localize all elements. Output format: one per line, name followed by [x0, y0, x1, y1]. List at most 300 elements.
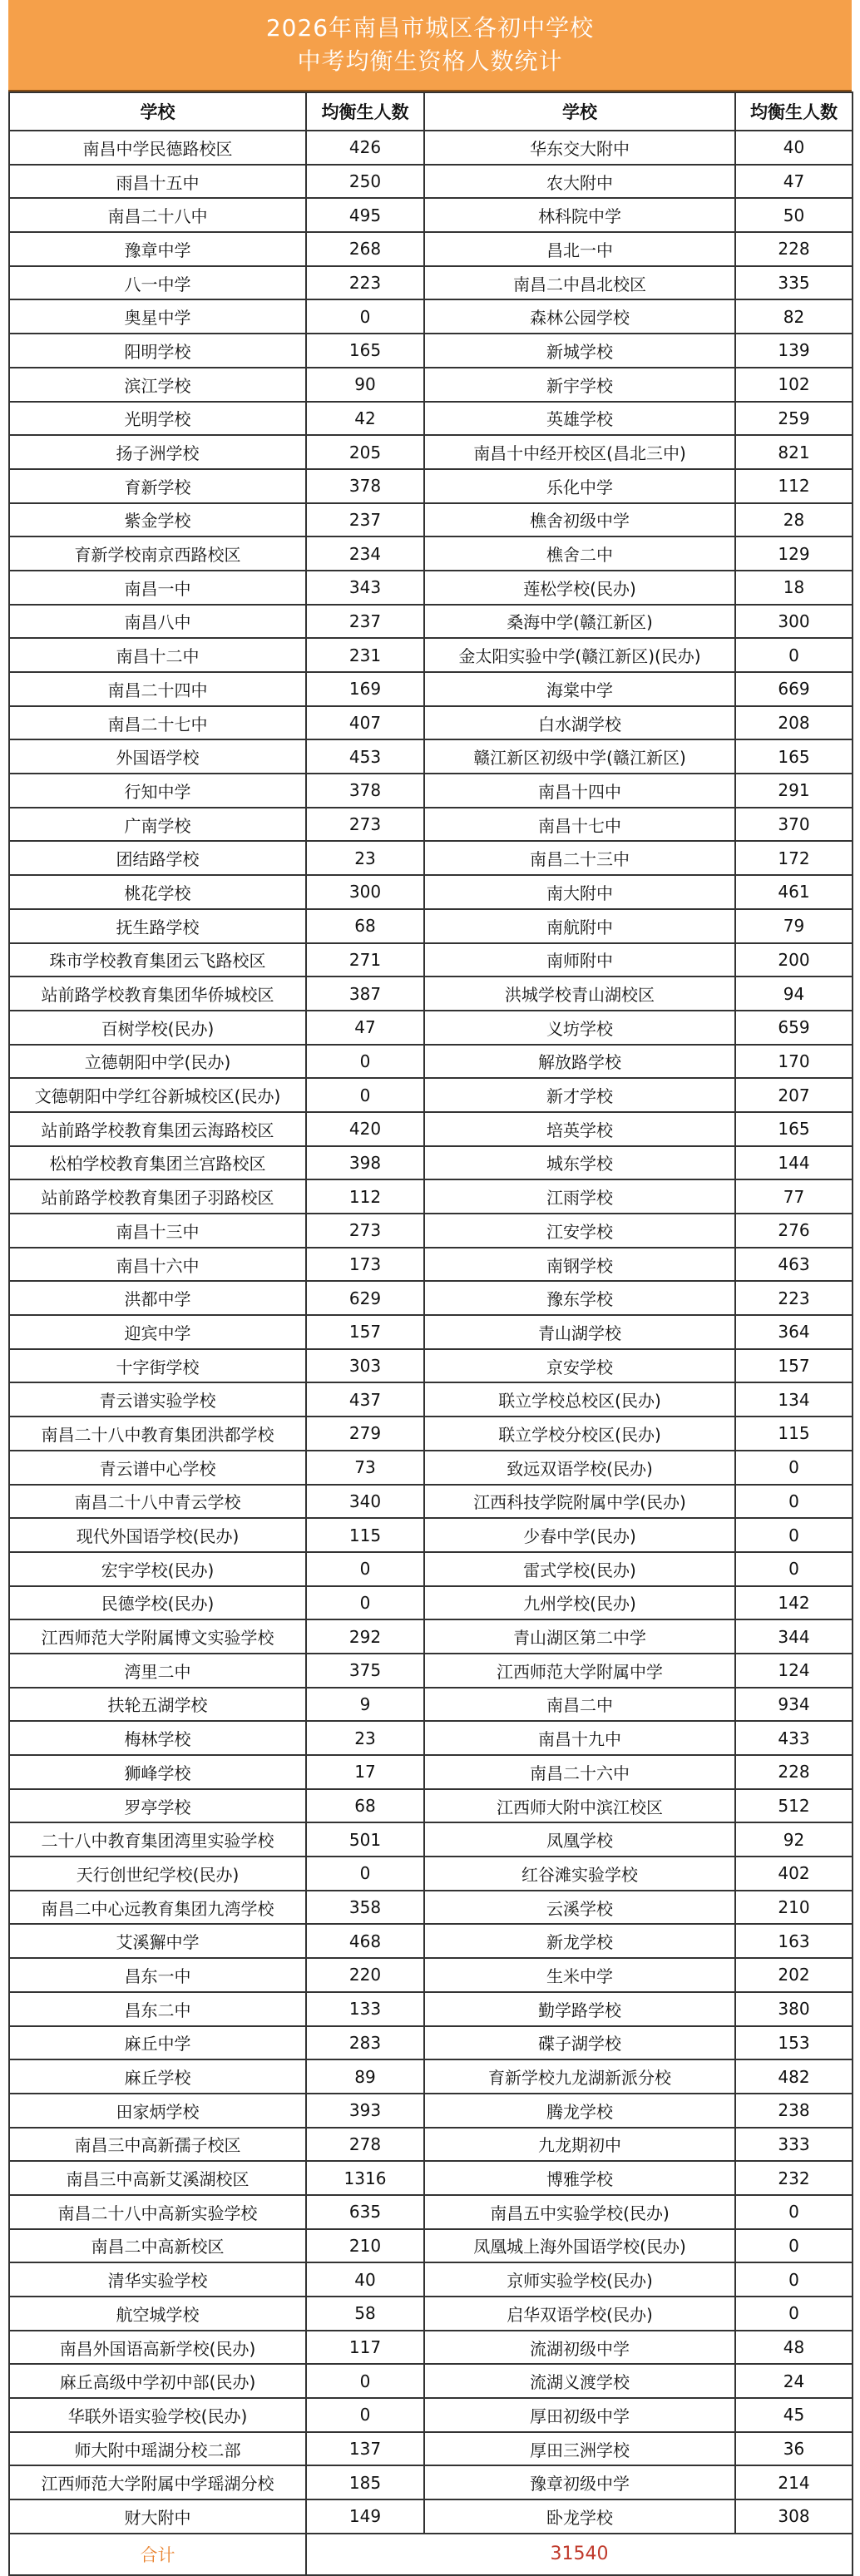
count-cell: 276: [735, 1214, 853, 1248]
school-name-cell: 站前路学校教育集团云海路校区: [9, 1112, 306, 1146]
school-name-cell: 昌东一中: [9, 1958, 306, 1992]
count-cell: 153: [735, 2026, 853, 2060]
table-row: [9, 1349, 853, 1383]
count-cell: 0: [735, 2229, 853, 2263]
title-line-1: 2026年南昌市城区各初中学校: [265, 14, 595, 42]
school-name-cell: 南昌三中高新孺子校区: [9, 2128, 306, 2162]
school-name-cell: 卧龙学校: [424, 2499, 735, 2534]
table-row: [9, 1011, 853, 1045]
school-name-cell: 扶轮五湖学校: [9, 1688, 306, 1722]
count-cell: 210: [306, 2229, 424, 2263]
school-name-cell: 立德朝阳中学(民办): [9, 1045, 306, 1079]
table-row: [9, 1112, 853, 1146]
school-name-cell: 财大附中: [9, 2499, 306, 2534]
count-cell: 231: [306, 638, 424, 672]
school-name-cell: 南昌三中高新艾溪湖校区: [9, 2161, 306, 2195]
school-name-cell: 联立学校分校区(民办): [424, 1417, 735, 1451]
school-name-cell: 豫东学校: [424, 1281, 735, 1315]
school-name-cell: 南钢学校: [424, 1248, 735, 1282]
school-name-cell: 育新学校: [9, 469, 306, 503]
count-cell: 463: [735, 1248, 853, 1282]
column-header-count: 均衡生人数: [735, 92, 853, 131]
school-name-cell: 南昌十六中: [9, 1248, 306, 1282]
title-line-2: 中考均衡生资格人数统计: [297, 47, 563, 75]
school-name-cell: 雨昌十五中: [9, 165, 306, 199]
count-cell: 50: [735, 198, 853, 232]
total-value: 31540: [306, 2534, 853, 2575]
school-name-cell: 南昌二十三中: [424, 841, 735, 875]
count-cell: 393: [306, 2094, 424, 2128]
count-cell: 220: [306, 1958, 424, 1992]
count-cell: 278: [306, 2128, 424, 2162]
school-name-cell: 江西师范大学附属中学瑶湖分校: [9, 2465, 306, 2499]
count-cell: 142: [735, 1586, 853, 1620]
count-cell: 279: [306, 1417, 424, 1451]
count-cell: 28: [735, 503, 853, 537]
count-cell: 89: [306, 2059, 424, 2094]
count-cell: 629: [306, 1281, 424, 1315]
table-row: [9, 1721, 853, 1755]
table-header-row: [9, 92, 853, 131]
school-name-cell: 桑海中学(赣江新区): [424, 605, 735, 639]
count-cell: 433: [735, 1721, 853, 1755]
school-name-cell: 滨江学校: [9, 368, 306, 402]
school-name-cell: 麻丘高级中学初中部(民办): [9, 2364, 306, 2398]
school-name-cell: 流湖初级中学: [424, 2331, 735, 2365]
school-name-cell: 育新学校南京西路校区: [9, 536, 306, 571]
count-cell: 364: [735, 1315, 853, 1349]
school-name-cell: 华东交大附中: [424, 131, 735, 165]
school-name-cell: 英雄学校: [424, 402, 735, 436]
school-name-cell: 樵舍二中: [424, 536, 735, 571]
count-cell: 117: [306, 2331, 424, 2365]
count-cell: 271: [306, 943, 424, 977]
school-name-cell: 江安学校: [424, 1214, 735, 1248]
school-name-cell: 抚生路学校: [9, 909, 306, 943]
column-header-school: 学校: [424, 92, 735, 131]
count-cell: 205: [306, 435, 424, 469]
school-name-cell: 昌北一中: [424, 232, 735, 266]
school-name-cell: 桃花学校: [9, 875, 306, 909]
title-banner: [8, 0, 852, 91]
school-name-cell: 宏宇学校(民办): [9, 1552, 306, 1586]
table-row: [9, 909, 853, 943]
table-row: [9, 2026, 853, 2060]
school-name-cell: 赣江新区初级中学(赣江新区): [424, 739, 735, 774]
table-row: [9, 1281, 853, 1315]
table-row: [9, 266, 853, 300]
school-name-cell: 凤凰学校: [424, 1822, 735, 1857]
table-row: [9, 1417, 853, 1451]
count-cell: 144: [735, 1146, 853, 1180]
table-row: [9, 198, 853, 232]
school-name-cell: 南昌二十八中高新实验学校: [9, 2195, 306, 2229]
school-name-cell: 师大附中瑶湖分校二部: [9, 2432, 306, 2466]
school-name-cell: 海棠中学: [424, 672, 735, 706]
count-cell: 659: [735, 1011, 853, 1045]
school-name-cell: 南昌五中实验学校(民办): [424, 2195, 735, 2229]
table-row: [9, 469, 853, 503]
school-name-cell: 云溪学校: [424, 1891, 735, 1925]
count-cell: 115: [735, 1417, 853, 1451]
count-cell: 208: [735, 706, 853, 740]
table-row: [9, 638, 853, 672]
count-cell: 223: [735, 1281, 853, 1315]
count-cell: 335: [735, 266, 853, 300]
count-cell: 402: [735, 1857, 853, 1891]
count-cell: 934: [735, 1688, 853, 1722]
school-name-cell: 雷式学校(民办): [424, 1552, 735, 1586]
count-cell: 0: [735, 638, 853, 672]
count-cell: 234: [306, 536, 424, 571]
table-row: [9, 571, 853, 605]
school-name-cell: 二十八中教育集团湾里实验学校: [9, 1822, 306, 1857]
count-cell: 468: [306, 1924, 424, 1958]
table-row: [9, 1654, 853, 1688]
school-name-cell: 阳明学校: [9, 334, 306, 368]
column-header-count: 均衡生人数: [306, 92, 424, 131]
table-body: [9, 131, 853, 2534]
school-name-cell: 森林公园学校: [424, 299, 735, 334]
count-cell: 237: [306, 503, 424, 537]
school-name-cell: 南昌二中高新校区: [9, 2229, 306, 2263]
count-cell: 102: [735, 368, 853, 402]
count-cell: 40: [306, 2262, 424, 2297]
table-row: [9, 1755, 853, 1789]
count-cell: 387: [306, 977, 424, 1011]
school-name-cell: 现代外国语学校(民办): [9, 1518, 306, 1552]
table-row: [9, 2465, 853, 2499]
table-row: [9, 2432, 853, 2466]
count-cell: 0: [306, 1857, 424, 1891]
count-cell: 0: [735, 1451, 853, 1485]
count-cell: 232: [735, 2161, 853, 2195]
count-cell: 461: [735, 875, 853, 909]
table-row: [9, 2195, 853, 2229]
school-name-cell: 八一中学: [9, 266, 306, 300]
school-name-cell: 南昌十二中: [9, 638, 306, 672]
school-name-cell: 碟子湖学校: [424, 2026, 735, 2060]
school-name-cell: 麻丘学校: [9, 2059, 306, 2094]
table-row: [9, 1992, 853, 2026]
count-cell: 165: [735, 739, 853, 774]
table-row: [9, 1451, 853, 1485]
school-name-cell: 站前路学校教育集团华侨城校区: [9, 977, 306, 1011]
count-cell: 821: [735, 435, 853, 469]
count-cell: 185: [306, 2465, 424, 2499]
school-name-cell: 江西师范大学附属博文实验学校: [9, 1619, 306, 1654]
count-cell: 68: [306, 1789, 424, 1823]
count-cell: 129: [735, 536, 853, 571]
count-cell: 292: [306, 1619, 424, 1654]
school-name-cell: 九州学校(民办): [424, 1586, 735, 1620]
count-cell: 79: [735, 909, 853, 943]
school-name-cell: 文德朝阳中学红谷新城校区(民办): [9, 1078, 306, 1112]
school-name-cell: 青云谱实验学校: [9, 1382, 306, 1417]
school-name-cell: 培英学校: [424, 1112, 735, 1146]
school-name-cell: 新才学校: [424, 1078, 735, 1112]
school-name-cell: 珠市学校教育集团云飞路校区: [9, 943, 306, 977]
count-cell: 18: [735, 571, 853, 605]
stats-table: [8, 91, 853, 2576]
table-row: [9, 605, 853, 639]
count-cell: 133: [306, 1992, 424, 2026]
school-name-cell: 罗亭学校: [9, 1789, 306, 1823]
school-name-cell: 田家炳学校: [9, 2094, 306, 2128]
count-cell: 163: [735, 1924, 853, 1958]
school-name-cell: 民德学校(民办): [9, 1586, 306, 1620]
count-cell: 58: [306, 2297, 424, 2331]
table-row: [9, 774, 853, 808]
count-cell: 170: [735, 1045, 853, 1079]
count-cell: 134: [735, 1382, 853, 1417]
count-cell: 228: [735, 232, 853, 266]
table-row: [9, 706, 853, 740]
school-name-cell: 艾溪獬中学: [9, 1924, 306, 1958]
count-cell: 0: [735, 2262, 853, 2297]
school-name-cell: 昌东二中: [9, 1992, 306, 2026]
count-cell: 92: [735, 1822, 853, 1857]
table-row: [9, 334, 853, 368]
school-name-cell: 洪都中学: [9, 1281, 306, 1315]
table-row: [9, 1857, 853, 1891]
count-cell: 165: [306, 334, 424, 368]
count-cell: 259: [735, 402, 853, 436]
table-row: [9, 435, 853, 469]
school-name-cell: 清华实验学校: [9, 2262, 306, 2297]
school-name-cell: 广南学校: [9, 808, 306, 842]
count-cell: 380: [735, 1992, 853, 2026]
school-name-cell: 少春中学(民办): [424, 1518, 735, 1552]
school-name-cell: 十字街学校: [9, 1349, 306, 1383]
table-row: [9, 232, 853, 266]
school-name-cell: 农大附中: [424, 165, 735, 199]
table-row: [9, 1078, 853, 1112]
school-name-cell: 南昌一中: [9, 571, 306, 605]
count-cell: 0: [306, 1045, 424, 1079]
table-row: [9, 2262, 853, 2297]
school-name-cell: 行知中学: [9, 774, 306, 808]
count-cell: 669: [735, 672, 853, 706]
count-cell: 169: [306, 672, 424, 706]
count-cell: 112: [306, 1179, 424, 1214]
table-row: [9, 368, 853, 402]
table-row: [9, 1958, 853, 1992]
school-name-cell: 南昌二中: [424, 1688, 735, 1722]
total-row: [9, 2534, 853, 2575]
count-cell: 68: [306, 909, 424, 943]
school-name-cell: 联立学校总校区(民办): [424, 1382, 735, 1417]
table-row: [9, 2364, 853, 2398]
table-row: [9, 977, 853, 1011]
school-name-cell: 南航附中: [424, 909, 735, 943]
school-name-cell: 南师附中: [424, 943, 735, 977]
school-name-cell: 南大附中: [424, 875, 735, 909]
count-cell: 82: [735, 299, 853, 334]
count-cell: 378: [306, 469, 424, 503]
school-name-cell: 南昌二十七中: [9, 706, 306, 740]
school-name-cell: 洪城学校青山湖校区: [424, 977, 735, 1011]
school-name-cell: 麻丘中学: [9, 2026, 306, 2060]
school-name-cell: 南昌十中经开校区(昌北三中): [424, 435, 735, 469]
count-cell: 340: [306, 1485, 424, 1519]
count-cell: 157: [735, 1349, 853, 1383]
count-cell: 36: [735, 2432, 853, 2466]
table-row: [9, 1045, 853, 1079]
count-cell: 0: [735, 1485, 853, 1519]
school-name-cell: 南昌十三中: [9, 1214, 306, 1248]
total-label: 合计: [9, 2534, 306, 2575]
count-cell: 333: [735, 2128, 853, 2162]
count-cell: 375: [306, 1654, 424, 1688]
count-cell: 512: [735, 1789, 853, 1823]
table-row: [9, 2229, 853, 2263]
table-row: [9, 875, 853, 909]
table-row: [9, 1315, 853, 1349]
school-name-cell: 湾里二中: [9, 1654, 306, 1688]
table-row: [9, 943, 853, 977]
count-cell: 273: [306, 808, 424, 842]
school-name-cell: 江雨学校: [424, 1179, 735, 1214]
school-name-cell: 光明学校: [9, 402, 306, 436]
count-cell: 495: [306, 198, 424, 232]
table-row: [9, 1485, 853, 1519]
school-name-cell: 江西师范大学附属中学: [424, 1654, 735, 1688]
count-cell: 358: [306, 1891, 424, 1925]
table-row: [9, 1146, 853, 1180]
count-cell: 378: [306, 774, 424, 808]
table-row: [9, 1789, 853, 1823]
school-name-cell: 勤学路学校: [424, 1992, 735, 2026]
count-cell: 1316: [306, 2161, 424, 2195]
school-name-cell: 解放路学校: [424, 1045, 735, 1079]
school-name-cell: 新宇学校: [424, 368, 735, 402]
count-cell: 0: [735, 1518, 853, 1552]
count-cell: 48: [735, 2331, 853, 2365]
count-cell: 344: [735, 1619, 853, 1654]
school-name-cell: 南昌二十六中: [424, 1755, 735, 1789]
count-cell: 149: [306, 2499, 424, 2534]
table-row: [9, 2128, 853, 2162]
table-row: [9, 1891, 853, 1925]
count-cell: 112: [735, 469, 853, 503]
school-name-cell: 九龙期初中: [424, 2128, 735, 2162]
table-row: [9, 131, 853, 165]
count-cell: 223: [306, 266, 424, 300]
count-cell: 300: [735, 605, 853, 639]
table-row: [9, 1619, 853, 1654]
school-name-cell: 百树学校(民办): [9, 1011, 306, 1045]
count-cell: 45: [735, 2398, 853, 2432]
school-name-cell: 博雅学校: [424, 2161, 735, 2195]
school-name-cell: 紫金学校: [9, 503, 306, 537]
school-name-cell: 豫章中学: [9, 232, 306, 266]
count-cell: 40: [735, 131, 853, 165]
school-name-cell: 外国语学校: [9, 739, 306, 774]
count-cell: 77: [735, 1179, 853, 1214]
count-cell: 139: [735, 334, 853, 368]
count-cell: 0: [735, 1552, 853, 1586]
school-name-cell: 团结路学校: [9, 841, 306, 875]
table-row: [9, 1518, 853, 1552]
count-cell: 157: [306, 1315, 424, 1349]
school-name-cell: 天行创世纪学校(民办): [9, 1857, 306, 1891]
count-cell: 0: [306, 2398, 424, 2432]
school-name-cell: 站前路学校教育集团子羽路校区: [9, 1179, 306, 1214]
count-cell: 273: [306, 1214, 424, 1248]
school-name-cell: 致远双语学校(民办): [424, 1451, 735, 1485]
school-name-cell: 扬子洲学校: [9, 435, 306, 469]
school-name-cell: 南昌外国语高新学校(民办): [9, 2331, 306, 2365]
table-row: [9, 2499, 853, 2534]
count-cell: 0: [306, 1078, 424, 1112]
table-row: [9, 1179, 853, 1214]
table-row: [9, 1688, 853, 1722]
table-row: [9, 165, 853, 199]
school-name-cell: 航空城学校: [9, 2297, 306, 2331]
school-name-cell: 南昌中学民德路校区: [9, 131, 306, 165]
school-name-cell: 华联外语实验学校(民办): [9, 2398, 306, 2432]
table-row: [9, 2398, 853, 2432]
count-cell: 24: [735, 2364, 853, 2398]
school-name-cell: 青山湖区第二中学: [424, 1619, 735, 1654]
count-cell: 437: [306, 1382, 424, 1417]
table-row: [9, 402, 853, 436]
school-name-cell: 南昌二十八中青云学校: [9, 1485, 306, 1519]
school-name-cell: 新龙学校: [424, 1924, 735, 1958]
school-name-cell: 启华双语学校(民办): [424, 2297, 735, 2331]
count-cell: 303: [306, 1349, 424, 1383]
school-name-cell: 迎宾中学: [9, 1315, 306, 1349]
count-cell: 501: [306, 1822, 424, 1857]
count-cell: 370: [735, 808, 853, 842]
table-row: [9, 672, 853, 706]
table-row: [9, 841, 853, 875]
school-name-cell: 南昌二十八中教育集团洪都学校: [9, 1417, 306, 1451]
table-row: [9, 1248, 853, 1282]
count-cell: 23: [306, 841, 424, 875]
school-name-cell: 南昌二十八中: [9, 198, 306, 232]
school-name-cell: 金太阳实验中学(赣江新区)(民办): [424, 638, 735, 672]
count-cell: 300: [306, 875, 424, 909]
school-name-cell: 南昌二中昌北校区: [424, 266, 735, 300]
count-cell: 0: [306, 2364, 424, 2398]
count-cell: 291: [735, 774, 853, 808]
school-name-cell: 厚田初级中学: [424, 2398, 735, 2432]
count-cell: 0: [306, 1586, 424, 1620]
count-cell: 268: [306, 232, 424, 266]
school-name-cell: 流湖义渡学校: [424, 2364, 735, 2398]
count-cell: 237: [306, 605, 424, 639]
school-name-cell: 城东学校: [424, 1146, 735, 1180]
count-cell: 210: [735, 1891, 853, 1925]
count-cell: 73: [306, 1451, 424, 1485]
table-row: [9, 2331, 853, 2365]
count-cell: 47: [735, 165, 853, 199]
count-cell: 482: [735, 2059, 853, 2094]
school-name-cell: 南昌八中: [9, 605, 306, 639]
table-row: [9, 1586, 853, 1620]
count-cell: 202: [735, 1958, 853, 1992]
table-row: [9, 503, 853, 537]
school-name-cell: 狮峰学校: [9, 1755, 306, 1789]
school-name-cell: 南昌十九中: [424, 1721, 735, 1755]
count-cell: 165: [735, 1112, 853, 1146]
school-name-cell: 红谷滩实验学校: [424, 1857, 735, 1891]
count-cell: 407: [306, 706, 424, 740]
count-cell: 173: [306, 1248, 424, 1282]
count-cell: 214: [735, 2465, 853, 2499]
